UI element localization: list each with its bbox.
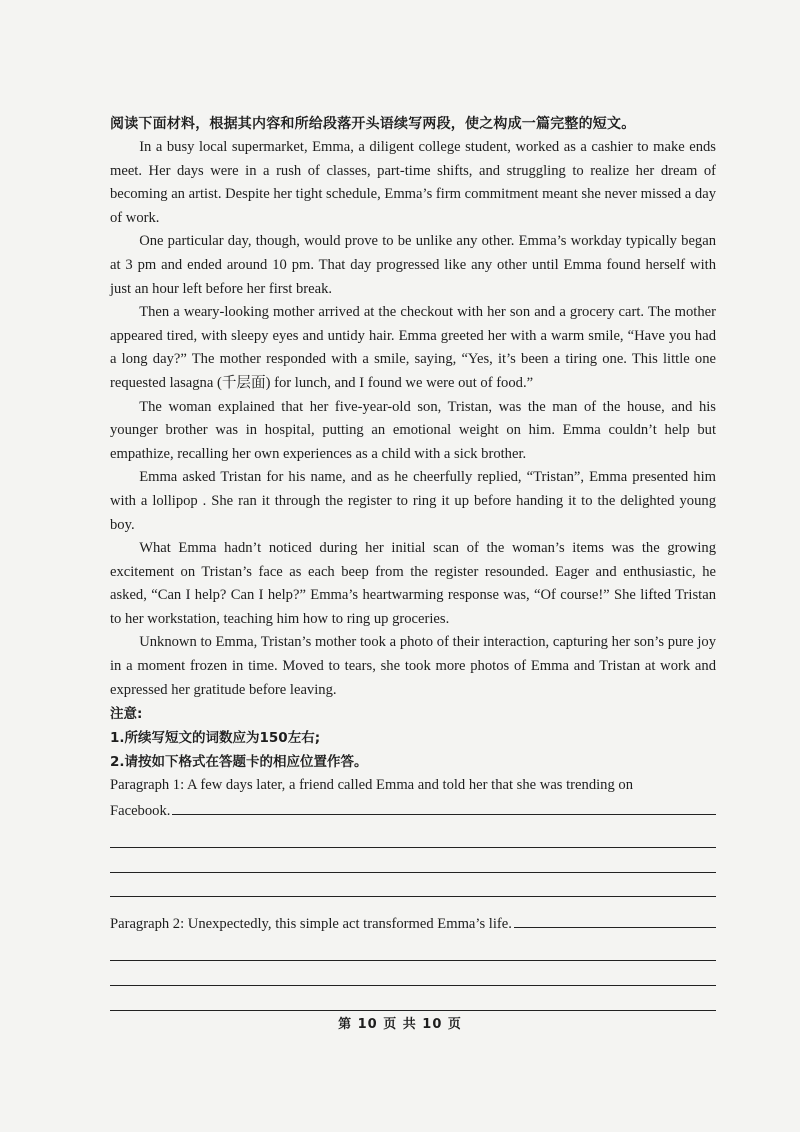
paragraph1-prompt-end: Facebook. (110, 802, 171, 819)
answer-line[interactable] (172, 798, 716, 815)
story-paragraph: Then a weary-looking mother arrived at the checkout with her son and a grocery cart. The mother appeared tired, with sleepy eyes and untidy hair. Emma greeted her with a warm smile, “Have you had a long day?” The mother responded with a smile, saying, “Yes, it’s been a tiring one. This little one requested lasagna (千层面) for lunch, and I found we were out of food.” (110, 304, 716, 391)
paragraph2-prompt: Paragraph 2: Unexpectedly, this simple act transformed Emma’s life. (110, 916, 512, 933)
note-item: 2.请按如下格式在答题卡的相应位置作答。 (110, 754, 368, 771)
story-paragraph: In a busy local supermarket, Emma, a diligent college student, worked as a cashier to make ends meet. Her days were in a rush of classes, part-time shifts, and struggling to realize her dream of becoming an artist. Despite her tight schedule, Emma’s firm commitment meant she never missed a day of work. (110, 139, 716, 226)
answer-line[interactable] (110, 986, 716, 1011)
answer-line[interactable] (110, 823, 716, 848)
answer-line[interactable] (110, 848, 716, 873)
task-instruction: 阅读下面材料，根据其内容和所给段落开头语续写两段，使之构成一篇完整的短文。 (110, 116, 636, 132)
story-paragraph: The woman explained that her five-year-old son, Tristan, was the man of the house, and his younger brother was in hospital, putting an emotional weight on him. Emma couldn’t help but empathize, recalling her own experiences as a child with a sick brother. (110, 398, 716, 462)
answer-line[interactable] (110, 937, 716, 962)
answer-line[interactable] (110, 873, 716, 898)
answer-line[interactable] (110, 961, 716, 986)
paragraph1-first-line (110, 798, 716, 824)
reading-content (110, 112, 716, 1011)
answer-line[interactable] (514, 911, 716, 928)
notes-title: 注意: (110, 706, 143, 723)
paragraph2-first-line (110, 911, 716, 937)
story-paragraph: Emma asked Tristan for his name, and as he cheerfully replied, “Tristan”, Emma presented him with a lollipop . She ran it through the register to ring it up before handing it to the delighted young boy. (110, 469, 716, 533)
note-item: 1.所续写短文的词数应为150左右; (110, 730, 321, 747)
story-paragraph: Unknown to Emma, Tristan’s mother took a photo of their interaction, capturing her son’s pure joy in a moment frozen in time. Moved to tears, she took more photos of Emma and Tristan at work and expressed her gratitude before leaving. (110, 634, 716, 698)
story-paragraph: One particular day, though, would prove to be unlike any other. Emma’s workday typically began at 3 pm and ended around 10 pm. That day progressed like any other until Emma found herself with just an hour left before her first break. (110, 233, 716, 297)
page-number: 第 10 页 共 10 页 (338, 1017, 462, 1032)
paragraph1-prompt: Paragraph 1: A few days later, a friend called Emma and told her that she was trending on (110, 777, 634, 794)
story-paragraph: What Emma hadn’t noticed during her initial scan of the woman’s items was the growing excitement on Tristan’s face as each beep from the register resounded. Eager and enthusiastic, he asked, “Can I help? Can I help?” Emma’s heartwarming response was, “Of course!” She lifted Tristan to her workstation, teaching him how to ring up groceries. (110, 540, 716, 627)
